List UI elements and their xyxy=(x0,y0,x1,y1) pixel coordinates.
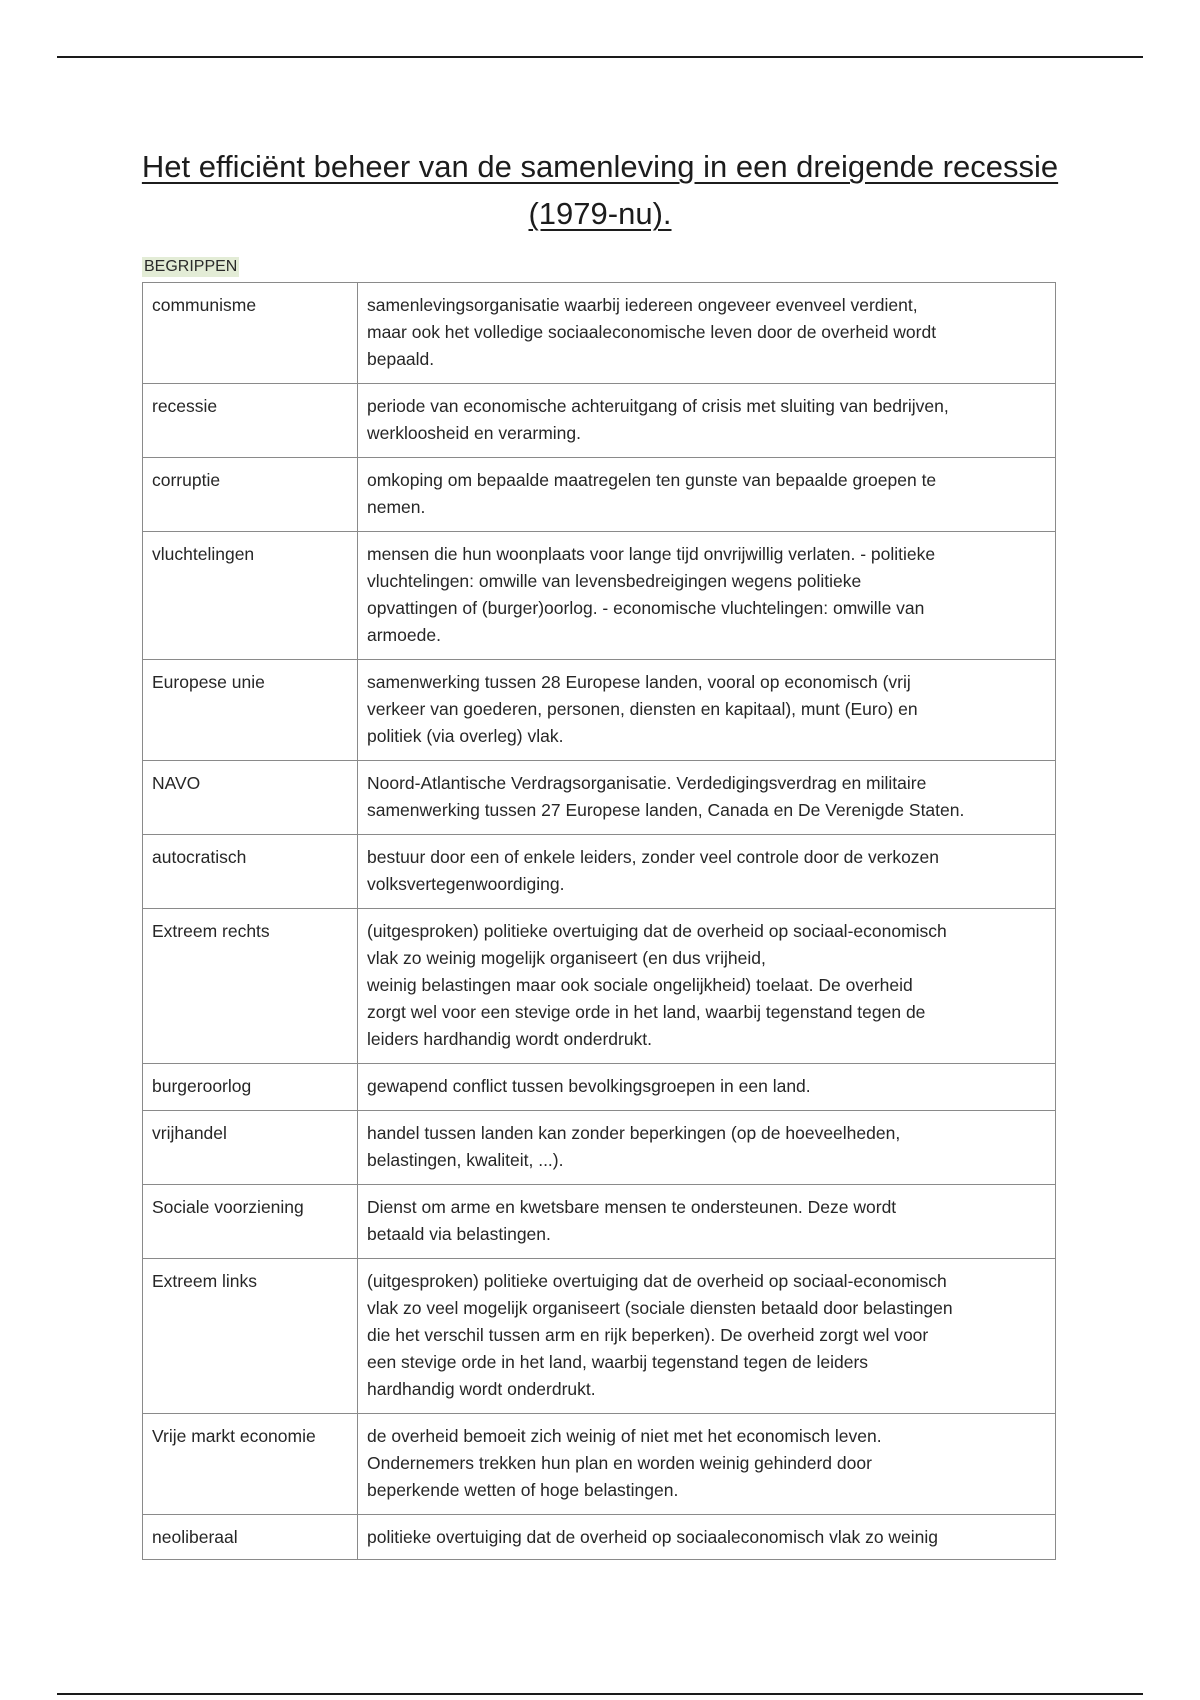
definition-cell: bestuur door een of enkele leiders, zonder veel controle door de verkozen volksvertegenwoordiging. xyxy=(358,835,1056,909)
term-cell: NAVO xyxy=(143,761,358,835)
term-cell: neoliberaal xyxy=(143,1515,358,1560)
definition-cell: (uitgesproken) politieke overtuiging dat de overheid op sociaal-economisch vlak zo weinig mogelijk organiseert (en dus vrijheid, weinig belastingen maar ook sociale ongelijkheid) toelaat. De overheid zorgt wel voor een stevige orde in het land, waarbij tegenstand tegen de leiders hardhandig wordt onderdrukt. xyxy=(358,909,1056,1064)
table-row xyxy=(143,532,1056,660)
table-row xyxy=(143,835,1056,909)
term-cell: autocratisch xyxy=(143,835,358,909)
table-row xyxy=(143,283,1056,384)
terms-table xyxy=(142,282,1056,1560)
table-row xyxy=(143,909,1056,1064)
definition-cell: samenwerking tussen 28 Europese landen, vooral op economisch (vrij verkeer van goederen, personen, diensten en kapitaal), munt (Euro) en politiek (via overleg) vlak. xyxy=(358,660,1056,761)
term-cell: Vrije markt economie xyxy=(143,1414,358,1515)
table-row xyxy=(143,761,1056,835)
table-row xyxy=(143,1064,1056,1111)
table-row xyxy=(143,458,1056,532)
definition-cell: periode van economische achteruitgang of crisis met sluiting van bedrijven, werkloosheid en verarming. xyxy=(358,384,1056,458)
term-cell: corruptie xyxy=(143,458,358,532)
term-cell: burgeroorlog xyxy=(143,1064,358,1111)
table-row xyxy=(143,384,1056,458)
term-cell: communisme xyxy=(143,283,358,384)
definition-cell: Noord-Atlantische Verdragsorganisatie. Verdedigingsverdrag en militaire samenwerking tussen 27 Europese landen, Canada en De Verenigde Staten. xyxy=(358,761,1056,835)
term-cell: Sociale voorziening xyxy=(143,1185,358,1259)
term-cell: recessie xyxy=(143,384,358,458)
table-row xyxy=(143,1259,1056,1414)
definition-cell: samenlevingsorganisatie waarbij iedereen ongeveer evenveel verdient, maar ook het volledige sociaaleconomische leven door de overheid wordt bepaald. xyxy=(358,283,1056,384)
footer-rule xyxy=(57,1693,1143,1695)
definition-cell: handel tussen landen kan zonder beperkingen (op de hoeveelheden, belastingen, kwaliteit, ...). xyxy=(358,1111,1056,1185)
term-cell: vluchtelingen xyxy=(143,532,358,660)
term-cell: Europese unie xyxy=(143,660,358,761)
table-row xyxy=(143,660,1056,761)
definition-cell: mensen die hun woonplaats voor lange tijd onvrijwillig verlaten. - politieke vluchtelingen: omwille van levensbedreigingen wegens politieke opvattingen of (burger)oorlog. - economische vluchtelingen: omwille van armoede. xyxy=(358,532,1056,660)
table-row xyxy=(143,1414,1056,1515)
page-title: Het efficiënt beheer van de samenleving in een dreigende recessie (1979-nu). xyxy=(141,149,1059,231)
term-cell: Extreem links xyxy=(143,1259,358,1414)
header-rule xyxy=(57,56,1143,58)
table-row xyxy=(143,1111,1056,1185)
term-cell: vrijhandel xyxy=(143,1111,358,1185)
table-row xyxy=(143,1515,1056,1560)
table-row xyxy=(143,1185,1056,1259)
definition-cell: de overheid bemoeit zich weinig of niet met het economisch leven. Ondernemers trekken hun plan en worden weinig gehinderd door beperkende wetten of hoge belastingen. xyxy=(358,1414,1056,1515)
definition-cell: Dienst om arme en kwetsbare mensen te ondersteunen. Deze wordt betaald via belastingen. xyxy=(358,1185,1056,1259)
definition-cell: (uitgesproken) politieke overtuiging dat de overheid op sociaal-economisch vlak zo veel mogelijk organiseert (sociale diensten betaald door belastingen die het verschil tussen arm en rijk beperken). De overheid zorgt wel voor een stevige orde in het land, waarbij tegenstand tegen de leiders hardhandig wordt onderdrukt. xyxy=(358,1259,1056,1414)
section-label-begrippen: BEGRIPPEN xyxy=(144,258,238,275)
definition-cell: omkoping om bepaalde maatregelen ten gunste van bepaalde groepen te nemen. xyxy=(358,458,1056,532)
definition-cell: gewapend conflict tussen bevolkingsgroepen in een land. xyxy=(358,1064,1056,1111)
definition-cell: politieke overtuiging dat de overheid op sociaaleconomisch vlak zo weinig xyxy=(358,1515,1056,1560)
term-cell: Extreem rechts xyxy=(143,909,358,1064)
